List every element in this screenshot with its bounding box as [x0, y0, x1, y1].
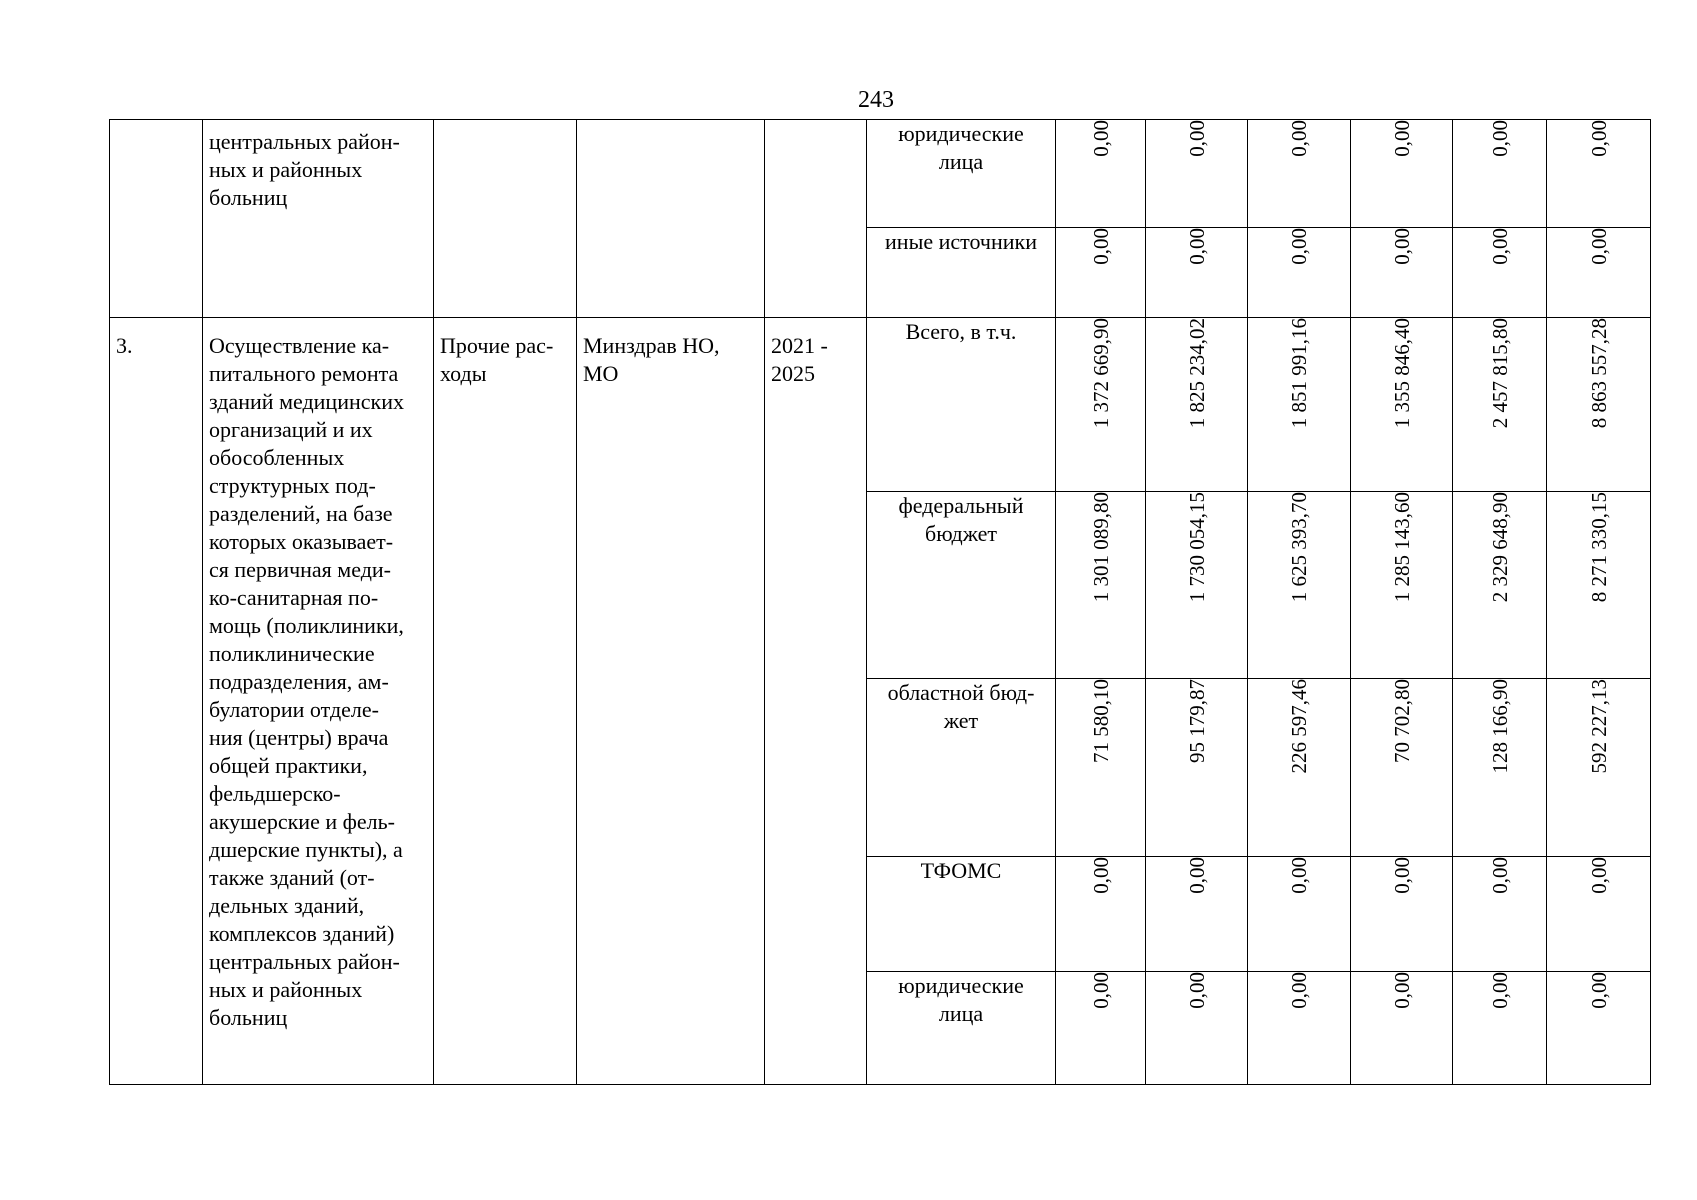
amount-cell	[1146, 679, 1248, 857]
amount-cell	[1248, 492, 1351, 679]
amount-value: 0,00	[1184, 120, 1209, 157]
amount-cell	[1547, 972, 1651, 1085]
amount-cell	[1146, 120, 1248, 228]
amount-cell	[1146, 492, 1248, 679]
amount-value: 0,00	[1088, 972, 1113, 1009]
amount-value: 0,00	[1487, 120, 1512, 157]
amount-cell	[1351, 972, 1453, 1085]
amount-cell	[1056, 972, 1146, 1085]
amount-value: 1 625 393,70	[1287, 492, 1311, 603]
amount-value: 2 329 648,90	[1487, 492, 1512, 603]
amount-cell	[1248, 972, 1351, 1085]
amount-cell	[1453, 679, 1547, 857]
amount-value: 0,00	[1287, 857, 1311, 894]
amount-cell	[1351, 318, 1453, 492]
amount-value: 592 227,13	[1586, 679, 1611, 774]
funding-source-label: иные источники	[885, 229, 1037, 254]
item-number-cell	[110, 318, 203, 1085]
funding-source-label: федеральный бюджет	[898, 493, 1024, 546]
amount-cell	[1453, 857, 1547, 972]
amount-cell	[1547, 492, 1651, 679]
amount-value: 0,00	[1088, 228, 1113, 265]
funding-source-cell	[867, 318, 1056, 492]
amount-cell	[1453, 972, 1547, 1085]
funding-source-label: областной бюд- жет	[887, 680, 1035, 733]
amount-cell	[1351, 120, 1453, 228]
amount-cell	[1248, 120, 1351, 228]
amount-value: 226 597,46	[1287, 679, 1311, 774]
amount-cell	[1248, 857, 1351, 972]
table-row	[110, 318, 1651, 492]
funding-source-cell	[867, 228, 1056, 318]
item-description-cell	[203, 318, 434, 1085]
amount-value: 1 825 234,02	[1184, 318, 1209, 429]
amount-value: 0,00	[1389, 857, 1414, 894]
amount-cell	[1056, 492, 1146, 679]
amount-cell	[1547, 228, 1651, 318]
amount-value: 0,00	[1287, 228, 1311, 265]
amount-cell	[1146, 228, 1248, 318]
amount-value: 0,00	[1586, 228, 1611, 265]
amount-value: 1 355 846,40	[1389, 318, 1414, 429]
amount-cell	[1351, 228, 1453, 318]
expense-type-cell	[434, 120, 577, 318]
amount-value: 95 179,87	[1184, 679, 1209, 763]
funding-source-cell	[867, 492, 1056, 679]
amount-cell	[1547, 857, 1651, 972]
amount-value: 71 580,10	[1088, 679, 1113, 763]
item-description-cell-text: центральных район- ных и районных больниц	[209, 129, 400, 210]
amount-cell	[1056, 679, 1146, 857]
funding-source-label: ТФОМС	[920, 858, 1002, 883]
expense-type-cell-text: Прочие рас- ходы	[440, 333, 554, 386]
amount-cell	[1056, 318, 1146, 492]
amount-value: 0,00	[1184, 228, 1209, 265]
period-cell	[765, 120, 867, 318]
amount-value: 1 730 054,15	[1184, 492, 1209, 603]
period-cell	[765, 318, 867, 1085]
amount-value: 1 372 669,90	[1088, 318, 1113, 429]
table-body	[110, 120, 1651, 1085]
amount-value: 1 285 143,60	[1389, 492, 1414, 603]
amount-cell	[1453, 492, 1547, 679]
amount-cell	[1547, 679, 1651, 857]
amount-value: 0,00	[1184, 857, 1209, 894]
funding-source-label: Всего, в т.ч.	[905, 319, 1017, 344]
amount-value: 0,00	[1184, 972, 1209, 1009]
amount-value: 8 863 557,28	[1586, 318, 1611, 429]
executor-cell-text: Минздрав НО, МО	[583, 333, 720, 386]
amount-cell	[1146, 972, 1248, 1085]
amount-value: 0,00	[1389, 972, 1414, 1009]
amount-value: 0,00	[1487, 972, 1512, 1009]
amount-cell	[1453, 318, 1547, 492]
amount-value: 0,00	[1487, 228, 1512, 265]
amount-value: 0,00	[1287, 120, 1311, 157]
amount-cell	[1453, 120, 1547, 228]
amount-cell	[1547, 318, 1651, 492]
amount-value: 1 301 089,80	[1088, 492, 1113, 603]
amount-cell	[1248, 228, 1351, 318]
funding-source-cell	[867, 679, 1056, 857]
amount-value: 0,00	[1586, 120, 1611, 157]
funding-source-cell	[867, 972, 1056, 1085]
page-number: 243	[858, 87, 894, 113]
table-row	[110, 120, 1651, 228]
item-number-cell-text: 3.	[116, 333, 133, 358]
amount-value: 1 851 991,16	[1287, 318, 1311, 429]
funding-source-label: юридические лица	[898, 121, 1024, 174]
funding-source-cell	[867, 120, 1056, 228]
amount-value: 0,00	[1586, 857, 1611, 894]
period-cell-text: 2021 - 2025	[771, 333, 828, 386]
amount-cell	[1351, 492, 1453, 679]
funding-source-cell	[867, 857, 1056, 972]
amount-cell	[1056, 120, 1146, 228]
amount-cell	[1351, 679, 1453, 857]
executor-cell	[577, 318, 765, 1085]
amount-cell	[1146, 318, 1248, 492]
amount-value: 0,00	[1287, 972, 1311, 1009]
amount-cell	[1547, 120, 1651, 228]
item-description-cell-text: Осуществление ка- питального ремонта зданий медицинских организаций и их обособленных структурных под- разделений, на базе которых оказывает- ся первичная меди- ко-санитарная по- мощь (поликлиники, поликлинические подразделения, ам- булатории отделе- ния (центры) врача общей практики, фельдшерско- акушерские и фель- дшерские пункты), а также зданий (от- дельных зданий, комплексов зданий) центральных район- ных и районных больниц	[209, 333, 404, 1030]
amount-value: 0,00	[1088, 120, 1113, 157]
amount-cell	[1056, 228, 1146, 318]
amount-cell	[1056, 857, 1146, 972]
amount-value: 0,00	[1389, 228, 1414, 265]
amount-cell	[1248, 679, 1351, 857]
amount-value: 8 271 330,15	[1586, 492, 1611, 603]
amount-value: 0,00	[1487, 857, 1512, 894]
amount-value: 0,00	[1389, 120, 1414, 157]
item-description-cell	[203, 120, 434, 318]
funding-source-label: юридические лица	[898, 973, 1024, 1026]
item-number-cell	[110, 120, 203, 318]
amount-cell	[1453, 228, 1547, 318]
expense-type-cell	[434, 318, 577, 1085]
amount-cell	[1351, 857, 1453, 972]
amount-cell	[1248, 318, 1351, 492]
amount-value: 0,00	[1586, 972, 1611, 1009]
amount-value: 2 457 815,80	[1487, 318, 1512, 429]
amount-value: 128 166,90	[1487, 679, 1512, 774]
program-budget-table	[109, 119, 1651, 1085]
amount-value: 0,00	[1088, 857, 1113, 894]
executor-cell	[577, 120, 765, 318]
amount-value: 70 702,80	[1389, 679, 1414, 763]
amount-cell	[1146, 857, 1248, 972]
